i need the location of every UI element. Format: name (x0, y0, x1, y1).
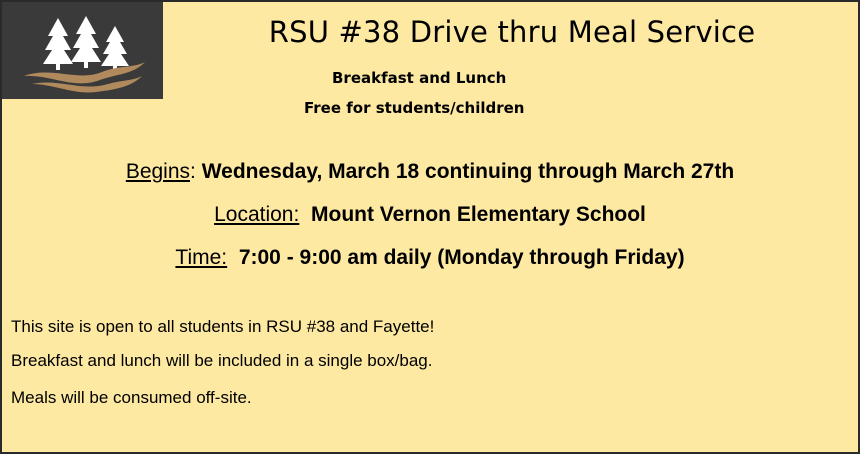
district-logo (2, 2, 163, 99)
note-eligibility: This site is open to all students in RSU #38 and Fayette! (11, 317, 435, 336)
detail-label: Begins (125, 160, 191, 183)
detail-label: Time: (175, 246, 228, 269)
detail-label: Location: (214, 203, 300, 226)
detail-separator: : (190, 160, 202, 183)
detail-value: Mount Vernon Elementary School (311, 203, 646, 226)
subtitle-meals: Breakfast and Lunch (332, 69, 507, 87)
detail-separator (299, 203, 311, 226)
note-packaging: Breakfast and lunch will be included in a single box/bag. (11, 351, 433, 370)
detail-value: 7:00 - 9:00 am daily (Monday through Friday) (238, 246, 685, 269)
detail-separator (227, 246, 239, 269)
detail-begins (2, 160, 858, 184)
pine-trees-logo-icon (2, 2, 163, 99)
detail-location (2, 203, 858, 227)
page-title: RSU #38 Drive thru Meal Service (268, 15, 756, 49)
detail-time (2, 246, 858, 270)
detail-value: Wednesday, March 18 continuing through March 27th (201, 160, 735, 183)
subtitle-free: Free for students/children (304, 99, 525, 117)
note-off-site: Meals will be consumed off-site. (11, 388, 252, 407)
